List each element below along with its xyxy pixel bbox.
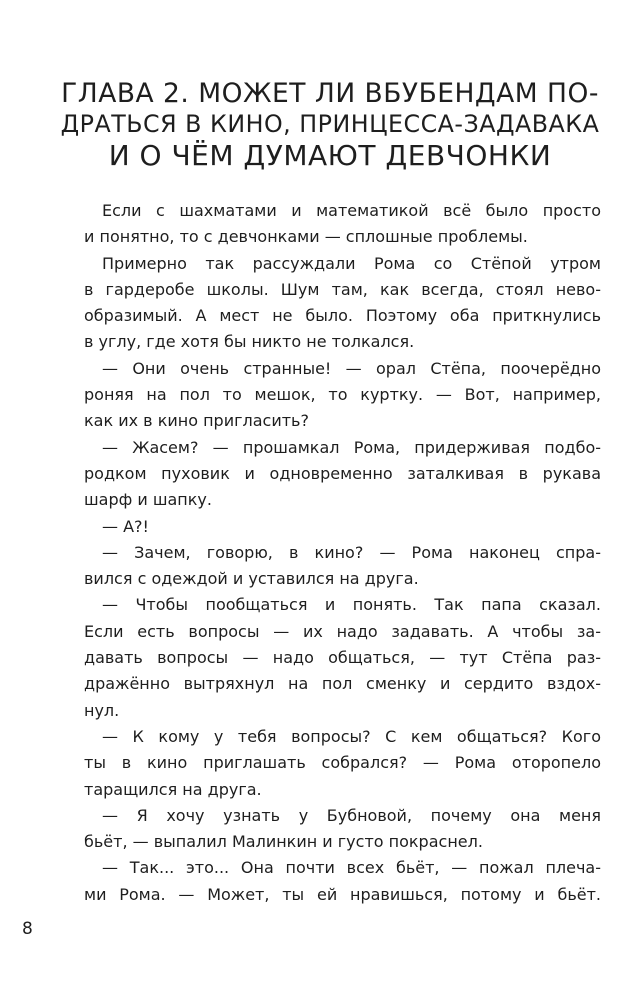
text-line: — Зачем, говорю, в кино? — Рома наконец спра-	[102, 542, 601, 562]
text-line: в углу, где хотя бы никто не толкался.	[84, 332, 415, 352]
paragraph	[84, 803, 601, 856]
text-line: родком пуховик и одновременно заталкивая в рукава	[84, 463, 601, 483]
chapter-title-line: ГЛАВА 2. МОЖЕТ ЛИ ВБУБЕНДАМ ПО-	[61, 78, 599, 109]
paragraph	[84, 540, 601, 593]
chapter-title-line: ДРАТЬСЯ В КИНО, ПРИНЦЕССА-ЗАДАВАКА	[60, 110, 600, 138]
text-line: — К кому у тебя вопросы? С кем общаться? Кого	[102, 726, 601, 746]
text-line: ты в кино приглашать собрался? — Рома оторопело	[84, 753, 601, 773]
paragraph	[84, 251, 601, 356]
paragraph	[84, 514, 601, 540]
text-line: шарф и шапку.	[84, 490, 212, 510]
paragraph	[84, 724, 601, 803]
text-line: — Чтобы пообщаться и понять. Так папа сказал.	[102, 595, 601, 615]
text-line: роняя на пол то мешок, то куртку. — Вот, например,	[84, 385, 601, 405]
text-line: Если есть вопросы — их надо задавать. А чтобы за-	[84, 621, 601, 641]
paragraph	[84, 435, 601, 514]
text-line: Примерно так рассуждали Рома со Стёпой утром	[102, 253, 601, 273]
text-line: — Жасем? — прошамкал Рома, придерживая подбо-	[102, 437, 601, 457]
text-line: давать вопросы — надо общаться, — тут Стёпа раз-	[84, 648, 601, 668]
text-line: и понятно, то с девчонками — сплошные проблемы.	[84, 227, 528, 247]
chapter-title	[60, 78, 600, 171]
text-line: — Они очень странные! — орал Стёпа, поочерёдно	[102, 358, 601, 378]
text-line: таращился на друга.	[84, 779, 262, 799]
text-line: — А?!	[102, 516, 149, 536]
text-line: — Я хочу узнать у Бубновой, почему она меня	[102, 805, 601, 825]
paragraph	[84, 855, 601, 908]
paragraph	[84, 356, 601, 435]
text-line: ми Рома. — Может, ты ей нравишься, потому и бьёт.	[84, 884, 601, 904]
text-line: в гардеробе школы. Шум там, как всегда, стоял нево-	[84, 279, 601, 299]
text-line: — Так... это... Она почти всех бьёт, — пожал плеча-	[102, 858, 601, 878]
text-line: как их в кино пригласить?	[84, 411, 309, 431]
text-line: образимый. А мест не было. Поэтому оба приткнулись	[84, 306, 601, 326]
text-line: нул.	[84, 700, 120, 720]
chapter-title-line: И О ЧЁМ ДУМАЮТ ДЕВЧОНКИ	[108, 139, 552, 172]
body-text	[84, 198, 601, 908]
text-line: Если с шахматами и математикой всё было просто	[102, 201, 601, 220]
page-number: 8	[22, 919, 33, 939]
paragraph	[84, 198, 601, 251]
text-line: бьёт, — выпалил Малинкин и густо покраснел.	[84, 832, 483, 852]
text-line: вился с одеждой и уставился на друга.	[84, 569, 419, 589]
text-line: дражённо вытряхнул на пол сменку и сердито вздох-	[84, 674, 601, 694]
paragraph	[84, 592, 601, 723]
